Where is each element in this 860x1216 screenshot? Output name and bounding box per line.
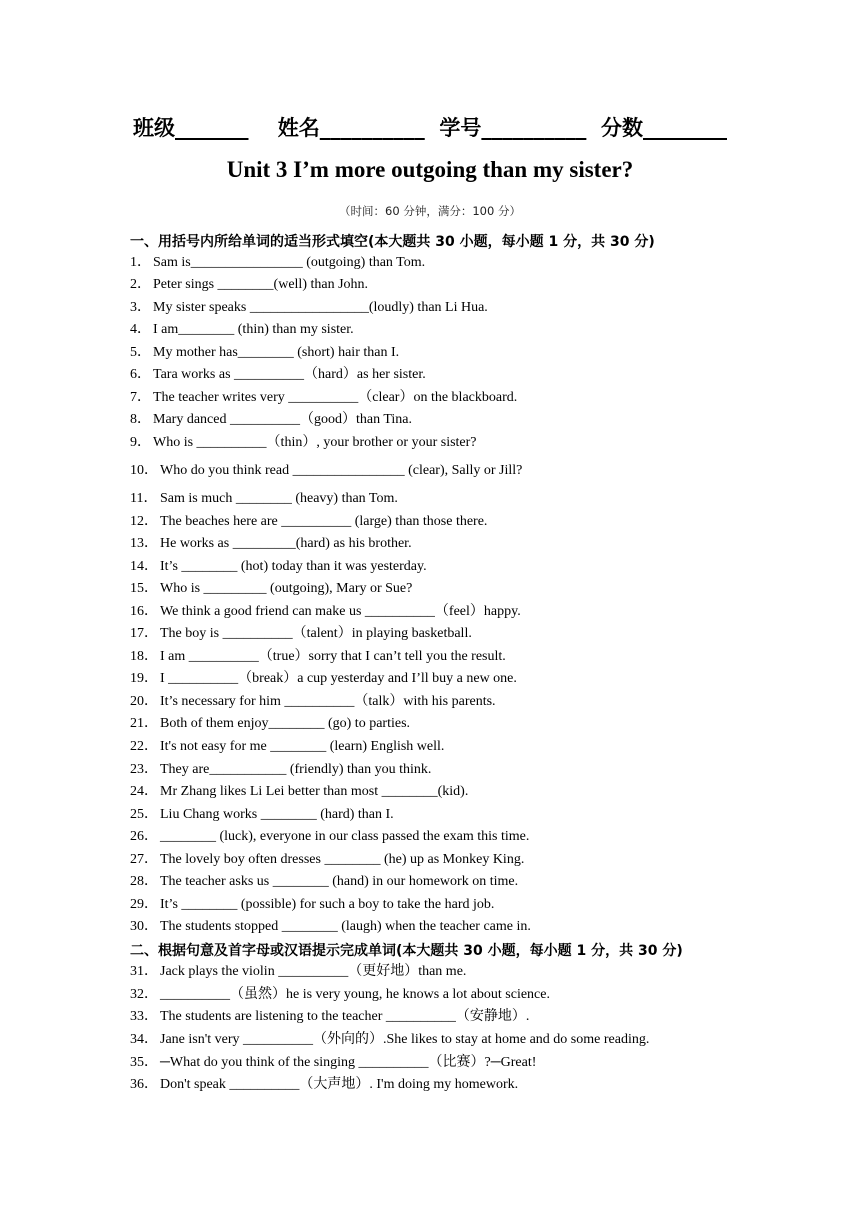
question-text: Don't speak __________（大声地）. I'm doing my homework. <box>160 1077 519 1092</box>
question-text: We think a good friend can make us __________（feel）happy. <box>160 604 521 619</box>
question-number: 4． <box>130 322 151 337</box>
question-number: 16． <box>130 604 158 619</box>
question-text: I __________（break）a cup yesterday and I’ll buy a new one. <box>160 671 517 686</box>
question-item <box>130 1008 529 1026</box>
question-text: ________ (luck), everyone in our class passed the exam this time. <box>160 829 530 844</box>
question-number: 3． <box>130 300 151 315</box>
question-item <box>130 761 431 779</box>
question-item <box>130 513 487 531</box>
question-number: 8． <box>130 412 151 427</box>
question-text: Mary danced __________（good）than Tina. <box>153 412 412 427</box>
question-text: Peter sings ________(well) than John. <box>153 277 369 292</box>
question-item <box>130 389 517 407</box>
question-item <box>130 715 410 733</box>
question-text: The students stopped ________ (laugh) when the teacher came in. <box>160 919 531 934</box>
question-number: 10． <box>130 463 158 478</box>
question-number: 26． <box>130 829 158 844</box>
question-number: 32． <box>130 987 158 1002</box>
question-text: Tara works as __________（hard）as her sister. <box>153 367 426 382</box>
question-item <box>130 806 394 824</box>
question-text: The teacher writes very __________（clear）on the blackboard. <box>153 390 518 405</box>
page-title: Unit 3 I’m more outgoing than my sister? <box>226 157 634 182</box>
question-text: Both of them enjoy________ (go) to parties. <box>160 716 411 731</box>
question-item <box>130 434 477 452</box>
question-number: 12． <box>130 514 158 529</box>
question-item <box>130 851 524 869</box>
question-text: __________（虽然）he is very young, he knows a lot about science. <box>160 987 550 1002</box>
question-item <box>130 738 444 756</box>
question-item <box>130 670 517 688</box>
question-text: Who is __________（thin）, your brother or your sister? <box>153 435 477 450</box>
question-item <box>130 648 506 666</box>
exam-meta: （时间：60 分钟，满分：100 分） <box>339 204 521 218</box>
question-text: It’s necessary for him __________（talk）with his parents. <box>160 694 496 709</box>
question-number: 9． <box>130 435 151 450</box>
question-item <box>130 693 496 711</box>
question-number: 30． <box>130 919 158 934</box>
question-number: 17． <box>130 626 158 641</box>
question-number: 24． <box>130 784 158 799</box>
section-2-heading: 二、根据句意及首字母或汉语提示完成单词(本大题共 30 小题，每小题 1 分，共 30 分) <box>130 943 683 959</box>
question-text: The lovely boy often dresses ________ (he) up as Monkey King. <box>160 852 525 867</box>
question-text: Jack plays the violin __________（更好地）than me. <box>160 964 467 979</box>
question-number: 31． <box>130 964 158 979</box>
question-number: 34． <box>130 1032 158 1047</box>
question-item <box>130 783 468 801</box>
question-number: 18． <box>130 649 158 664</box>
question-number: 23． <box>130 762 158 777</box>
question-text: It’s ________ (possible) for such a boy to take the hard job. <box>160 897 495 912</box>
question-item <box>130 625 472 643</box>
question-text: The boy is __________（talent）in playing basketball. <box>160 626 472 641</box>
question-number: 19． <box>130 671 158 686</box>
question-number: 1． <box>130 255 151 270</box>
question-text: Liu Chang works ________ (hard) than I. <box>160 807 394 822</box>
question-number: 33． <box>130 1009 158 1024</box>
question-item <box>130 254 425 272</box>
question-number: 28． <box>130 874 158 889</box>
question-number: 25． <box>130 807 158 822</box>
question-item <box>130 1031 649 1049</box>
question-item <box>130 580 412 598</box>
question-item <box>130 986 550 1004</box>
question-item <box>130 918 531 936</box>
question-number: 36． <box>130 1077 158 1092</box>
question-number: 7． <box>130 390 151 405</box>
question-item <box>130 411 412 429</box>
question-item <box>130 299 488 317</box>
question-text: I am __________（true）sorry that I can’t tell you the result. <box>160 649 506 664</box>
question-text: It's not easy for me ________ (learn) English well. <box>160 739 445 754</box>
question-number: 14． <box>130 559 158 574</box>
question-text: Sam is much ________ (heavy) than Tom. <box>160 491 398 506</box>
question-item <box>130 344 399 362</box>
question-number: 13． <box>130 536 158 551</box>
question-item <box>130 462 522 480</box>
question-item <box>130 490 398 508</box>
question-text: It’s ________ (hot) today than it was yesterday. <box>160 559 427 574</box>
question-item <box>130 1076 518 1094</box>
question-text: Sam is________________ (outgoing) than Tom. <box>153 255 426 270</box>
question-number: 11． <box>130 491 158 506</box>
question-text: They are___________ (friendly) than you think. <box>160 762 432 777</box>
question-item <box>130 276 368 294</box>
question-number: 22． <box>130 739 158 754</box>
question-item <box>130 558 427 576</box>
question-text: The students are listening to the teacher __________（安静地）. <box>160 1009 530 1024</box>
question-number: 27． <box>130 852 158 867</box>
question-item <box>130 873 518 891</box>
section-1-heading: 一、用括号内所给单词的适当形式填空(本大题共 30 小题，每小题 1 分，共 30 分) <box>130 234 655 250</box>
student-info-line: 班级_______ 姓名__________ 学号__________ 分数________ <box>133 115 727 140</box>
question-text: The teacher asks us ________ (hand) in our homework on time. <box>160 874 519 889</box>
question-item <box>130 321 354 339</box>
question-text: Jane isn't very __________（外向的）.She likes to stay at home and do some reading. <box>160 1032 650 1047</box>
question-number: 21． <box>130 716 158 731</box>
question-number: 5． <box>130 345 151 360</box>
question-text: The beaches here are __________ (large) than those there. <box>160 514 488 529</box>
question-text: My sister speaks _________________(loudly) than Li Hua. <box>153 300 488 315</box>
question-number: 2． <box>130 277 151 292</box>
question-item <box>130 896 494 914</box>
question-text: Who do you think read ________________ (clear), Sally or Jill? <box>160 463 523 478</box>
question-text: I am________ (thin) than my sister. <box>153 322 354 337</box>
question-text: Who is _________ (outgoing), Mary or Sue? <box>160 581 413 596</box>
question-item <box>130 366 426 384</box>
question-text: He works as _________(hard) as his brother. <box>160 536 412 551</box>
question-number: 15． <box>130 581 158 596</box>
question-number: 29． <box>130 897 158 912</box>
question-item <box>130 603 521 621</box>
question-item <box>130 1054 536 1072</box>
question-text: My mother has________ (short) hair than I. <box>153 345 400 360</box>
question-item <box>130 828 529 846</box>
question-number: 6． <box>130 367 151 382</box>
question-item <box>130 535 412 553</box>
question-number: 35． <box>130 1055 158 1070</box>
question-text: Mr Zhang likes Li Lei better than most ________(kid). <box>160 784 469 799</box>
question-item <box>130 963 466 981</box>
question-number: 20． <box>130 694 158 709</box>
question-text: ─What do you think of the singing __________（比赛）?─Great! <box>160 1055 537 1070</box>
